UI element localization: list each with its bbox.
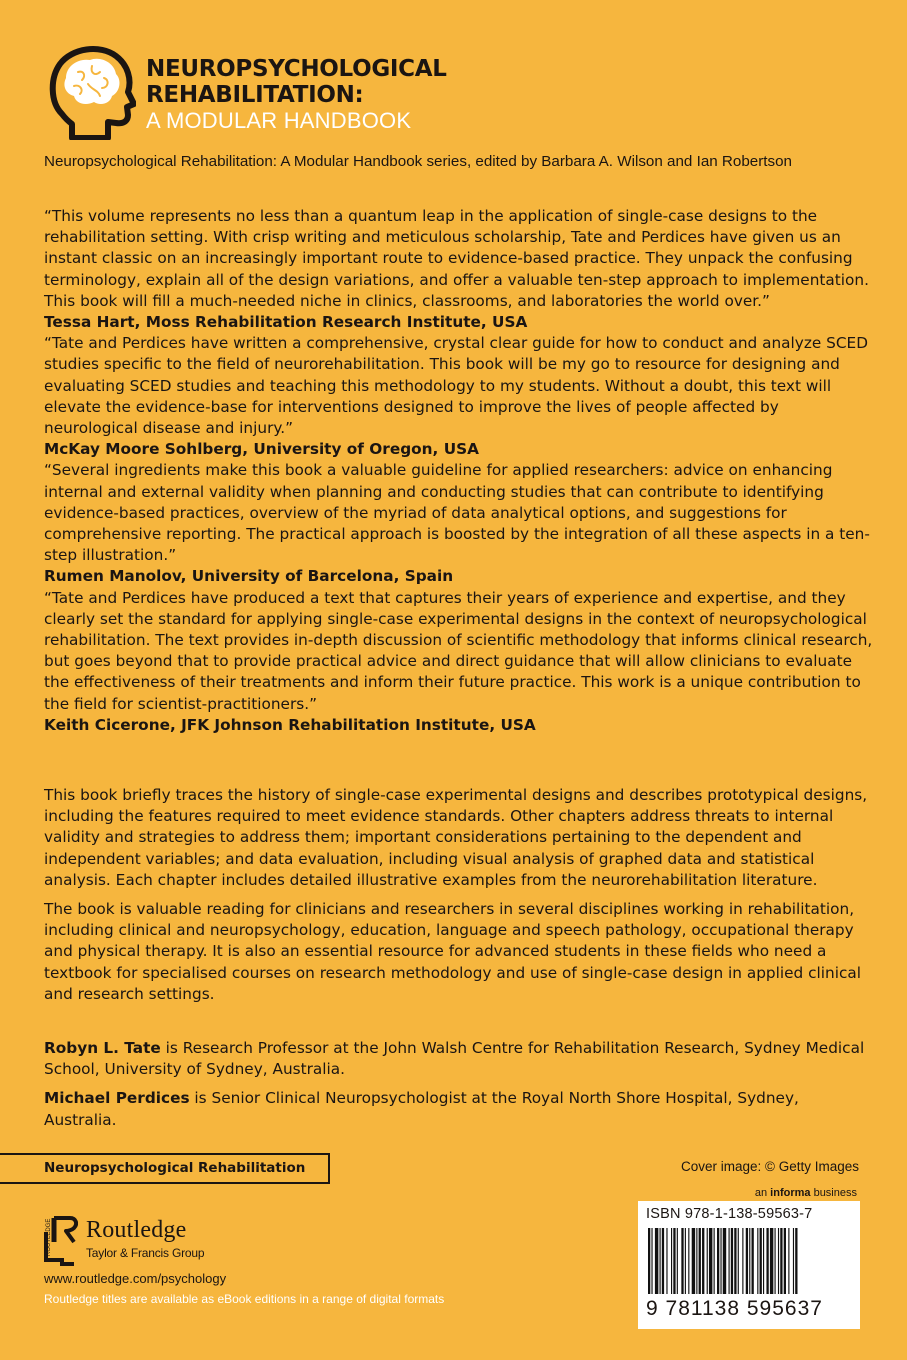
barcode-bar — [780, 1228, 782, 1294]
barcode-bar — [655, 1228, 658, 1294]
barcode-bars — [646, 1228, 852, 1298]
barcode-bar — [685, 1228, 686, 1294]
endorsement-attribution: Rumen Manolov, University of Barcelona, Spain — [44, 567, 454, 586]
barcode-bar — [648, 1228, 650, 1294]
barcode-bar — [757, 1228, 758, 1294]
barcode-bar — [696, 1228, 697, 1294]
series-editors-line: Neuropsychological Rehabilitation: A Modular Handbook series, edited by Barbara A. Wilson and Ian Robertson — [44, 153, 792, 170]
endorsement-attribution: Keith Cicerone, JFK Johnson Rehabilitation Institute, USA — [44, 715, 536, 734]
barcode-bar — [788, 1228, 789, 1294]
brain-head-icon — [44, 44, 136, 140]
series-title — [146, 56, 447, 108]
description-paragraph: The book is valuable reading for clinicians and researchers in several disciplines working in rehabilitation, including clinical and neuropsychology, education, language and speech pathology, occupational therapy and physical therapy. It is also an essential resource for advanced students in these fields who need a textbook for specialised courses on research methodology and use of single-case design in applied clinical and research settings. — [44, 900, 862, 1003]
endorsement-quote: “Tate and Perdices have written a comprehensive, crystal clear guide for how to conduct and analyze SCED studies specific to the field of neurorehabilitation. This book will be my go to resource for designing and evaluating SCED studies and teaching this methodology to my students. Without a doubt, this text will elevate the evidence-base for interventions designed to improve the lives of people affected by neurological disease and injury.” — [44, 334, 868, 438]
barcode-bar — [784, 1228, 786, 1294]
barcode-bar — [699, 1228, 701, 1294]
barcode-bar — [714, 1228, 715, 1294]
barcode-bar — [742, 1228, 743, 1294]
barcode-bar — [752, 1228, 754, 1294]
barcode-bar — [729, 1228, 730, 1294]
author-name: Robyn L. Tate — [44, 1039, 161, 1057]
barcode-bar — [660, 1228, 661, 1294]
barcode-bar — [778, 1228, 779, 1294]
barcode-bar — [688, 1228, 689, 1294]
author-bio: Michael Perdices is Senior Clinical Neuropsychologist at the Royal North Shore Hospital, Sydney, Australia. — [44, 1089, 799, 1129]
barcode-bar — [702, 1228, 704, 1294]
publisher-url[interactable]: www.routledge.com/psychology — [44, 1271, 227, 1286]
barcode-bar — [717, 1228, 719, 1294]
author-bio: Robyn L. Tate is Research Professor at the John Walsh Centre for Rehabilitation Research, Sydney Medical School, University of Sydney, Australia. — [44, 1039, 865, 1079]
informa-business: an informa business — [754, 1187, 857, 1199]
series-title-line2: REHABILITATION: — [146, 82, 364, 108]
barcode-bar — [760, 1228, 762, 1294]
barcode-bar — [746, 1228, 748, 1294]
description-section — [44, 785, 874, 1013]
series-subtitle: A MODULAR HANDBOOK — [146, 108, 412, 133]
author-bios — [44, 1038, 874, 1131]
isbn-barcode — [638, 1201, 860, 1329]
barcode-bar — [770, 1228, 773, 1294]
barcode-bar — [731, 1228, 733, 1294]
endorsement-quote: “This volume represents no less than a quantum leap in the application of single-case designs to the rehabilitation setting. With crisp writing and meticulous scholarship, Tate and Perdices have given us an instant classic on an increasingly important route to evidence-based practice. They unpack the confusing terminology, explain all of the design variations, and offer a valuable ten-step approach to implementation. This book will fill a much-needed niche in clinics, classrooms, and laboratories the world over.” — [44, 207, 869, 310]
barcode-bar — [651, 1228, 652, 1294]
endorsement-quote: “Tate and Perdices have produced a text that captures their years of experience and expertise, and they clearly set the standard for applying single-case experimental designs in the context of neuropsychological rehabilitation. The text provides in-depth discussion of scientific methodology that informs clinical research, but goes beyond that to provide practical advice and direct guidance that will allow clinicians to evaluate the effectiveness of their treatments and inform their future practice. This work is a unique contribution to the field for scientist-practitioners.” — [44, 588, 873, 713]
author-name: Michael Perdices — [44, 1089, 190, 1108]
publisher-group: Taylor & Francis Group — [86, 1246, 205, 1260]
barcode-bar — [738, 1228, 739, 1294]
endorsement-quote: “Several ingredients make this book a valuable guideline for applied researchers: advice on enhancing internal and external validity when planning and conducting studies that can contribute to identifying evidence-based practices, overview of the myriad of data analytical options, and suggestions for comprehensive reporting. The practical approach is boosted by the integration of all these aspects in a ten-step illustration.” — [44, 461, 870, 565]
barcode-bar — [734, 1228, 736, 1294]
barcode-bar — [671, 1228, 672, 1294]
barcode-bar — [720, 1228, 721, 1294]
barcode-bar — [673, 1228, 675, 1294]
barcode-bar — [707, 1228, 708, 1294]
barcode-bar — [795, 1228, 797, 1294]
barcode-bar — [677, 1228, 678, 1294]
barcode-bar — [763, 1228, 764, 1294]
publisher-name: Routledge — [86, 1217, 187, 1243]
endorsement-attribution: Tessa Hart, Moss Rehabilitation Research Institute, USA — [44, 313, 528, 332]
barcode-bar — [749, 1228, 750, 1294]
barcode-bar — [666, 1228, 667, 1294]
cover-credit: Cover image: © Getty Images — [680, 1159, 859, 1174]
series-label-box: Neuropsychological Rehabilitation — [0, 1153, 330, 1184]
series-title-line1: NEUROPSYCHOLOGICAL — [146, 56, 447, 82]
ebook-note: Routledge titles are available as eBook editions in a range of digital formats — [44, 1292, 445, 1306]
barcode-bar — [775, 1228, 776, 1294]
barcode-bar — [766, 1228, 768, 1294]
barcode-bar — [692, 1228, 695, 1294]
barcode-bar — [662, 1228, 664, 1294]
barcode-bar — [793, 1228, 794, 1294]
barcode-bar — [709, 1228, 712, 1294]
isbn-number: ISBN 978-1-138-59563-7 — [646, 1206, 813, 1222]
routledge-logo-icon — [44, 1216, 78, 1266]
barcode-bar — [723, 1228, 726, 1294]
description-paragraph: This book briefly traces the history of single-case experimental designs and describes prototypical designs, including the features required to meet evidence standards. Other chapters address threats to internal validity and strategies to address them; important considerations pertaining to the dependent and independent variables; and data evaluation, including visual analysis of graphed data and statistical analysis. Each chapter includes detailed illustrative examples from the neurorehabilitation literature. — [44, 786, 868, 889]
svg-text:ROUTLEDGE: ROUTLEDGE — [46, 1218, 52, 1256]
endorsements-section — [44, 206, 874, 736]
endorsement-attribution: McKay Moore Sohlberg, University of Oregon, USA — [44, 440, 479, 459]
barcode-digits: 9 781138 595637 — [646, 1297, 823, 1320]
barcode-bar — [681, 1228, 683, 1294]
